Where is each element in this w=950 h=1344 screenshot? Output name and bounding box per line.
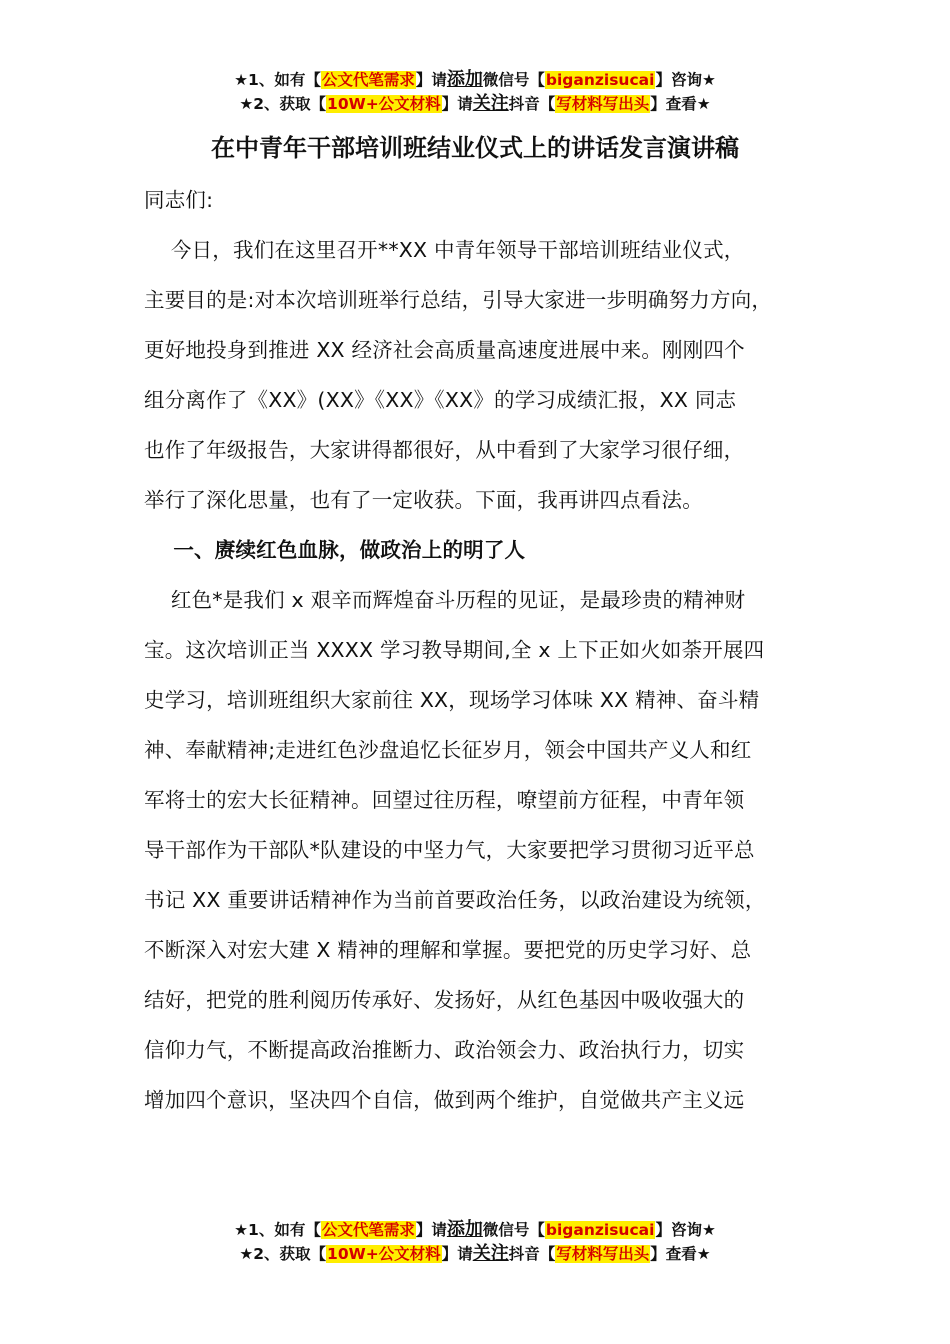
paragraph-line: 信仰力气，不断提高政治推断力、政治领会力、政治执行力，切实 — [144, 1038, 745, 1062]
document-body — [144, 184, 834, 1134]
salutation: 同志们: — [144, 188, 214, 212]
wechat-id-highlight: biganzisucai — [545, 1221, 655, 1239]
paragraph-line: 主要目的是:对本次培训班举行总结，引导大家进一步明确努力方向， — [144, 288, 773, 312]
wechat-id-highlight: biganzisucai — [545, 71, 655, 89]
highlight-text: 10W+公文材料 — [327, 1245, 441, 1263]
paragraph-line: 增加四个意识，坚决四个自信，做到两个维护，自觉做共产主义远 — [144, 1088, 745, 1112]
banner-text: 】咨询★ — [655, 1221, 716, 1239]
banner-line-2 — [0, 92, 950, 116]
highlight-text: 写材料写出头 — [556, 95, 650, 113]
banner-text: 】查看★ — [650, 95, 711, 113]
banner-line-1 — [0, 1218, 950, 1242]
banner-text: 】请 — [441, 1245, 473, 1263]
banner-text: 】请 — [415, 71, 447, 89]
paragraph-line: 神、奉献精神;走进红色沙盘追忆长征岁月，领会中国共产义人和红 — [144, 738, 752, 762]
highlight-text: 写材料写出头 — [556, 1245, 650, 1263]
banner-text: 】查看★ — [650, 1245, 711, 1263]
banner-text: 微信号【 — [482, 71, 545, 89]
banner-text: ★2、获取【 — [239, 1245, 327, 1263]
highlight-text: 公文代笔需求 — [321, 1221, 415, 1239]
banner-line-2 — [0, 1242, 950, 1266]
paragraph-line: 也作了年级报告，大家讲得都很好，从中看到了大家学习很仔细， — [144, 438, 745, 462]
banner-text: 微信号【 — [482, 1221, 545, 1239]
paragraph-line: 导干部作为干部队*队建设的中坚力气，大家要把学习贯彻习近平总 — [144, 838, 755, 862]
banner-text: ★1、如有【 — [234, 71, 321, 89]
banner-text: 】请 — [415, 1221, 447, 1239]
paragraph-line: 史学习，培训班组织大家前往 XX，现场学习体味 XX 精神、奋斗精 — [144, 688, 760, 712]
highlight-text: 10W+公文材料 — [327, 95, 441, 113]
paragraph-line: 书记 XX 重要讲话精神作为当前首要政治任务，以政治建设为统领， — [144, 888, 766, 912]
section-heading: 一、赓续红色血脉，做政治上的明了人 — [144, 538, 526, 562]
top-banner — [0, 68, 950, 116]
banner-text: 】咨询★ — [655, 71, 716, 89]
banner-text: ★1、如有【 — [234, 1221, 321, 1239]
banner-text: 】请 — [441, 95, 473, 113]
banner-text: ★2、获取【 — [239, 95, 327, 113]
highlight-text: 公文代笔需求 — [321, 71, 415, 89]
banner-line-1 — [0, 68, 950, 92]
underlined-text: 关注 — [472, 1243, 509, 1264]
paragraph-line: 今日，我们在这里召开**XX 中青年领导干部培训班结业仪式， — [144, 238, 745, 262]
paragraph-line: 组分离作了《XX》(XX》《XX》《XX》的学习成绩汇报，XX 同志 — [144, 388, 737, 412]
paragraph-line: 宝。这次培训正当 XXXX 学习教导期间,全 x 上下正如火如荼开展四 — [144, 638, 765, 662]
banner-text: 抖音【 — [508, 1245, 556, 1263]
underlined-text: 关注 — [472, 93, 509, 114]
paragraph-line: 举行了深化思量，也有了一定收获。下面，我再讲四点看法。 — [144, 488, 703, 512]
document-title: 在中青年干部培训班结业仪式上的讲话发言演讲稿 — [211, 134, 739, 162]
underlined-text: 添加 — [446, 1219, 483, 1240]
paragraph-line: 结好，把党的胜利阅历传承好、发扬好，从红色基因中吸收强大的 — [144, 988, 745, 1012]
paragraph-line: 不断深入对宏大建 X 精神的理解和掌握。要把党的历史学习好、总 — [144, 938, 752, 962]
paragraph-line: 更好地投身到推进 XX 经济社会高质量高速度进展中来。刚刚四个 — [144, 338, 745, 362]
underlined-text: 添加 — [446, 69, 483, 90]
paragraph-line: 军将士的宏大长征精神。回望过往历程，嘹望前方征程，中青年领 — [144, 788, 745, 812]
bottom-banner — [0, 1218, 950, 1266]
paragraph-line: 红色*是我们 x 艰辛而辉煌奋斗历程的见证，是最珍贵的精神财 — [144, 588, 746, 612]
banner-text: 抖音【 — [508, 95, 556, 113]
